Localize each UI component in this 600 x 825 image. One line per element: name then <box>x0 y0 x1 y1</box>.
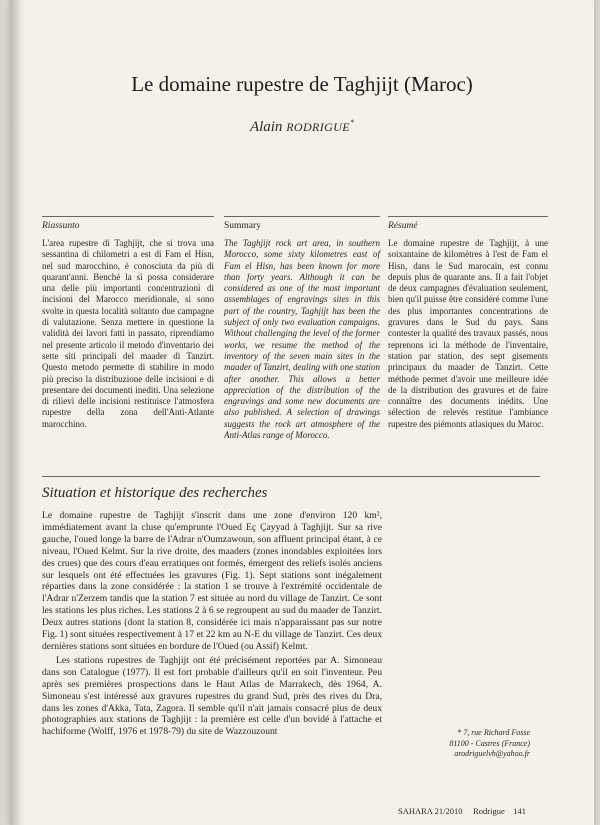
body-paragraph-1: Le domaine rupestre de Taghjijt s'inscrit dans une zone d'environ 120 km², immédiatement avant la cluse qu'emprunte l'Oued Eç Çayyad à Taghjijt. Sur sa rive gauche, l'oued longe la barre de l'Adrar n'Oumzawoun, son affluent principal étant, à ce niveau, l'Oued Kelmt. Sur la rive droite, des maaders (zones inondables exploitées lors des crues) que des cours d'eau erratiques ont formés, émergent des reliefs isolés anciens sur lesquels ont été effectuées les gravures (Fig. 1). Sept stations sont inégalement réparties dans la zone considérée : la station 1 se trouve à l'extrémité occidentale de l'Adrar n'Zerzem tandis que la station 7 est située au nord du village de Tanzirt. Ce sont les stations les plus riches. Les stations 2 à 6 se regroupent au sud du maader de Tanzirt. Deux autres stations (dont la station 8, considérée ici mais n'apparaissant pas sur notre Fig. 1) sont situées respectivement à 17 et 22 km au N-E du village de Tanzirt. Ces deux dernières stations sont situées en bordure de l'Oued (ou Assif) Kelmt. <box>42 510 382 652</box>
author-footnote <box>400 728 530 760</box>
author-last-name: RODRIGUE <box>286 120 351 134</box>
footnote-mark: * <box>457 728 462 737</box>
page-footer <box>398 806 526 816</box>
riassunto-text: L'area rupestre di Taghjijt, che si trova una sessantina di chilometri a est di Fam el Hisn, nel sud marocchino, è conosciuta da più di quarant'anni. Benché la si possa considerare una delle più importanti concentrazioni di incisioni del Marocco meridionale, si sono svolte in questa località soltanto due campagne di valutazione. Senza mettere in questione la validità dei lavori fatti in passato, riprendiamo nel presente articolo il metodo d'inventario dei sette siti principali del maader di Tanzirt. Questo metodo permette di stabilire in modo più preciso la distribuzione delle incisioni e di presentare dei documenti inediti. Una selezione di rilievi delle incisioni restituisce l'atmosfera rupestre della zona dell'Anti-Atlante marocchino. <box>42 238 214 429</box>
abstract-summary <box>224 216 380 441</box>
column-rule <box>224 216 380 217</box>
section-rule <box>42 476 540 477</box>
body-paragraph-2: Les stations rupestres de Taghjijt ont été précisément reportées par A. Simoneau dans son Catalogue (1977). Il est fort probable d'ailleurs qu'il en soit l'inventeur. Peu après ses premières prospections dans le Haut Atlas de Marrakech, dès 1964, A. Simoneau s'est intéressé aux gravures rupestres du grand Sud, près des rives du Dra, dans les zones d'Akka, Tata, Zagora. Il semble qu'il n'ait jamais consacré plus de deux photographies aux stations de Taghjijt : la première est celle d'un bovidé à l'attache et hachiforme (Wolff, 1976 et 1978-79) du site de Wazzouzount <box>42 654 382 738</box>
footer-author: Rodrigue <box>473 806 505 816</box>
resume-text: Le domaine rupestre de Taghjijt, à une soixantaine de kilomètres à l'est de Fam el Hisn, dans le Sud marocain, est connu depuis plus de quarante ans. Il a fait l'objet de deux campagnes d'évaluation seulement, bien qu'il puisse être considéré comme l'une des plus importantes concentrations de gravures dans le Sud du pays. Sans contester la qualité des travaux passés, nous reprenons ici la méthode de l'inventaire, station par station, des sept gisements principaux du maader de Tanzirt. Cette méthode permet d'avoir une meilleure idée de la distribution des gravures et de faire connaître des documents inédits. Une sélection de relevés restitue l'ambiance rupestre des piémonts atlasiques du Maroc. <box>388 238 548 429</box>
footnote-address-line2: 81100 - Castres (France) <box>449 738 530 748</box>
author-footnote-mark: * <box>350 118 355 127</box>
footnote-email[interactable]: arodriguelvh@yahoo.fr <box>454 749 530 758</box>
author-line <box>10 118 594 136</box>
abstract-riassunto <box>42 216 214 430</box>
summary-text: The Taghjijt rock art area, in southern Morocco, some sixty kilometres east of Fam el Hisn, has been known for more than forty years. Although it can be considered as one of the most important assemblages of engravings sites in this part of the country, Taghjijt has been the subject of only two evaluation campaigns. Without challenging the level of the former works, we resume the method of the inventory of the seven main sites in the maader of Tanzirt, dealing with one station after another. This allows a better appreciation of the distribution of the engravings and some new documents are also published. A selection of drawings suggests the rock art atmosphere of the Anti-Atlas range of Morocco. <box>224 238 380 441</box>
riassunto-heading: Riassunto <box>42 221 80 231</box>
column-rule <box>388 216 548 217</box>
author-first-name: Alain <box>249 119 283 135</box>
abstract-resume <box>388 216 548 430</box>
column-rule <box>42 216 214 217</box>
footer-journal: SAHARA 21/2010 <box>398 806 463 816</box>
article-title: Le domaine rupestre de Taghjijt (Maroc) <box>131 72 473 96</box>
main-section <box>42 476 540 740</box>
journal-page <box>10 0 594 825</box>
footer-page-number: 141 <box>513 806 526 816</box>
summary-heading: Summary <box>224 221 261 231</box>
footnote-address-line1: 7, rue Richard Fosse <box>463 728 530 737</box>
resume-heading: Résumé <box>388 221 418 231</box>
section-heading: Situation et historique des recherches <box>42 485 268 501</box>
